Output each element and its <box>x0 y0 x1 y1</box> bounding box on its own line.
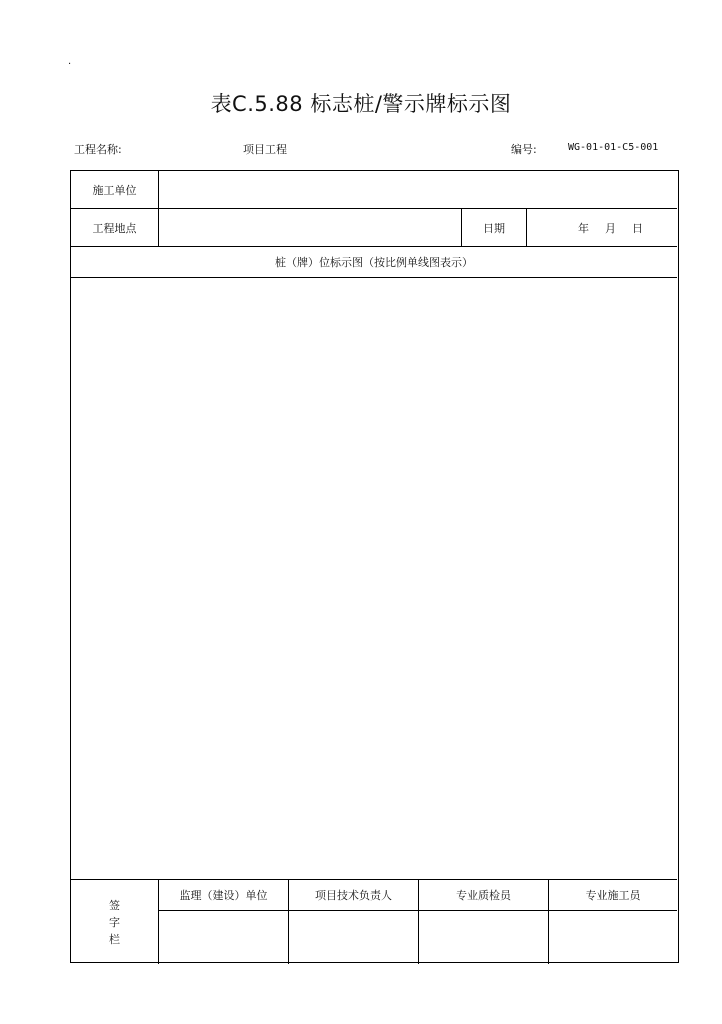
date-field[interactable] <box>527 209 677 246</box>
date-label: 日期 <box>483 221 505 235</box>
signature-field-builder[interactable] <box>549 911 677 964</box>
diagram-header: 桩（牌）位标示图（按比例单线图表示） <box>275 256 473 269</box>
date-year: 年 <box>578 221 589 235</box>
signature-header-builder: 专业施工员 <box>585 889 641 902</box>
construction-unit-field[interactable] <box>159 171 677 208</box>
signature-section-label <box>71 880 158 964</box>
corner-mark: · <box>68 59 72 70</box>
signature-field-supervision[interactable] <box>159 911 288 964</box>
signature-label-char: 字 <box>109 915 120 929</box>
signature-field-quality-inspector[interactable] <box>419 911 548 964</box>
site-field[interactable] <box>159 209 461 246</box>
signature-label-char: 签 <box>109 898 120 912</box>
date-month: 月 <box>605 221 616 235</box>
construction-unit-label: 施工单位 <box>92 183 137 197</box>
signature-field-tech-lead[interactable] <box>289 911 418 964</box>
signature-label-char: 栏 <box>109 932 120 946</box>
diagram-area[interactable] <box>71 278 677 879</box>
number-label: 编号: <box>511 143 537 156</box>
number-value: WG-01-01-C5-001 <box>568 142 659 153</box>
project-name-label: 工程名称: <box>74 143 122 156</box>
signature-header-tech-lead: 项目技术负责人 <box>315 889 392 902</box>
site-label: 工程地点 <box>92 221 137 235</box>
record-form <box>70 170 679 963</box>
page-title: 表C.5.88 标志桩/警示牌标示图 <box>210 92 512 116</box>
signature-header-quality-inspector: 专业质检员 <box>456 889 511 902</box>
project-name-value: 项目工程 <box>243 143 287 156</box>
date-day: 日 <box>632 221 643 235</box>
signature-header-supervision: 监理（建设）单位 <box>179 889 268 902</box>
